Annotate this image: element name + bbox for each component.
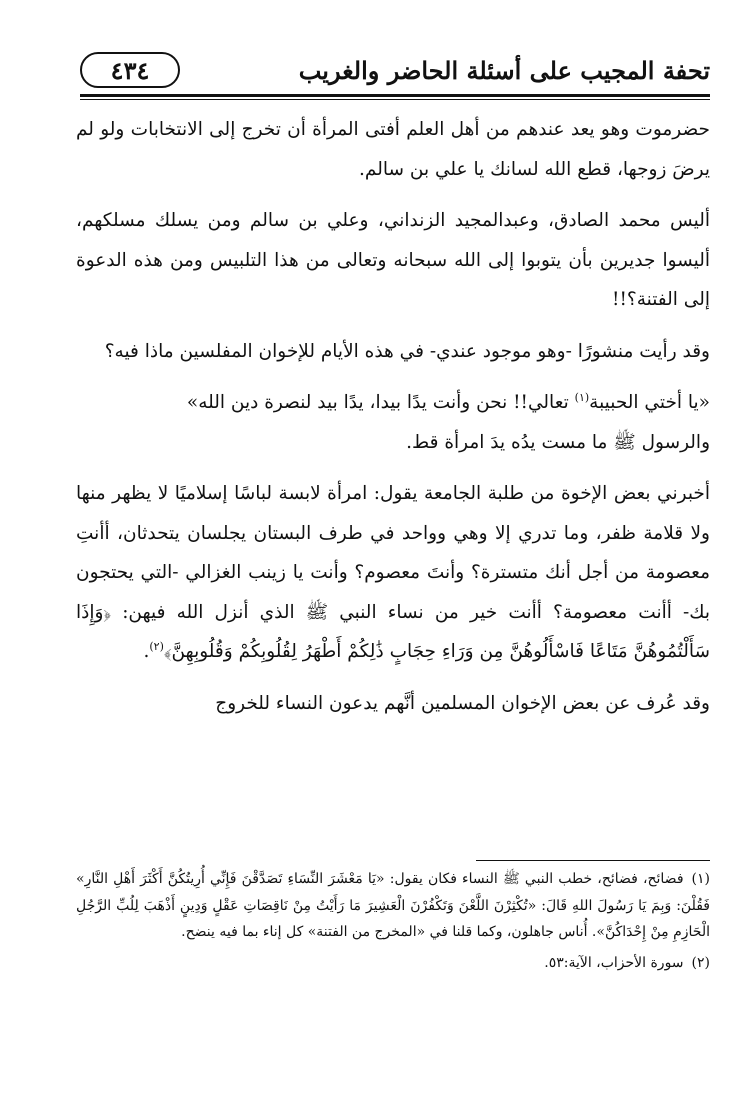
book-title: تحفة المجيب على أسئلة الحاضر والغريب xyxy=(298,56,710,85)
footnote-2-text: سورة الأحزاب، الآية:٥٣. xyxy=(544,954,684,971)
header-rule-thin xyxy=(80,99,710,100)
footnote-1 xyxy=(76,866,710,946)
footnote-ref-1: (١) xyxy=(574,390,590,404)
footnote-ref-2: (٢) xyxy=(149,639,164,653)
quote-opening: «يا أختي الحبيبة xyxy=(589,392,710,413)
footnote-2 xyxy=(76,950,710,977)
paragraph-6 xyxy=(76,474,710,672)
page-number-badge xyxy=(80,52,180,88)
footnote-separator xyxy=(476,860,710,861)
paragraph-7: وقد عُرف عن بعض الإخوان المسلمين أنَّهم يدعون النساء للخروج xyxy=(215,692,710,714)
paragraph-6-text: أخبرني بعض الإخوة من طلبة الجامعة يقول: امرأة لابسة لباسًا إسلاميًا لا يظهر منها ولا قلامة ظفر، وما تدري إلا وهي وواحد في طرف البستان يجلسان يتحدثان، أأنتِ معصومة من أجل أنك متسترة؟ وأنتَ معصوم؟ وأنت يا زينب الغزالي -التي يحتجون بك- أأنت معصومة؟ أأنت خير من نساء النبي ﷺ الذي أنزل الله فيهن: xyxy=(76,483,710,623)
page-number: ٤٣٤ xyxy=(110,55,150,85)
paragraph-5: والرسول ﷺ ما مست يدُه يدَ امرأة قط. xyxy=(406,431,710,453)
main-text xyxy=(76,110,710,735)
quote-closing: تعالي!! نحن وأنت يدًا بيدا، يدًا بيد لنصرة دين الله» xyxy=(186,392,575,413)
paragraph-6-end: . xyxy=(143,641,150,662)
running-header xyxy=(80,52,710,98)
quran-verse: ﴿وَإِذَا سَأَلْتُمُوهُنَّ مَتَاعًا فَاسْأَلُوهُنَّ مِن وَرَاءِ حِجَابٍ ذَٰلِكُمْ أَطْهَرُ لِقُلُوبِكُمْ وَقُلُوبِهِنَّ﴾ xyxy=(76,601,710,662)
footnote-1-number: (١) xyxy=(691,871,710,887)
footnote-1-text: فضائح، فضائح، خطب النبي ﷺ النساء فكان يقول: «يَا مَعْشَرَ النِّسَاءِ تَصَدَّقْنَ فَإِنِّي أُرِيتُكُنَّ أَكْثَرَ أَهْلِ النَّارِ» فَقُلْنَ: وَبِمَ يَا رَسُولَ اللهِ قَالَ: «تُكْثِرْنَ اللَّعْنَ وَتَكْفُرْنَ الْعَشِيرَ مَا رَأَيْتُ مِنْ نَاقِصَاتِ عَقْلٍ وَدِينٍ أَذْهَبَ لِلُبِّ الرَّجُلِ الْحَازِمِ مِنْ إِحْدَاكُنَّ». أُناس جاهلون، وكما قلنا في «المخرج من الفتنة» كل إناء بما فيه ينضح. xyxy=(76,871,710,940)
footnote-2-number: (٢) xyxy=(691,954,710,971)
paragraph-2: أليس محمد الصادق، وعبدالمجيد الزنداني، وعلي بن سالم ومن يسلك مسلكهم، أليسوا جديرين بأن يتوبوا إلى الله سبحانه وتعالى من هذا التلبيس ومن هذه الدعوة إلى الفتنة؟!! xyxy=(76,210,710,310)
paragraph-1: حضرموت وهو يعد عندهم من أهل العلم أفتى المرأة أن تخرج إلى الانتخابات ولو لم يرضَ زوجها، قطع الله لسانك يا علي بن سالم. xyxy=(76,119,710,180)
paragraph-3: وقد رأيت منشورًا -وهو موجود عندي- في هذه الأيام للإخوان المفلسين ماذا فيه؟ xyxy=(104,340,710,362)
header-rule-thick xyxy=(80,94,710,97)
footnotes xyxy=(76,866,710,980)
paragraph-4-quote xyxy=(76,383,710,423)
